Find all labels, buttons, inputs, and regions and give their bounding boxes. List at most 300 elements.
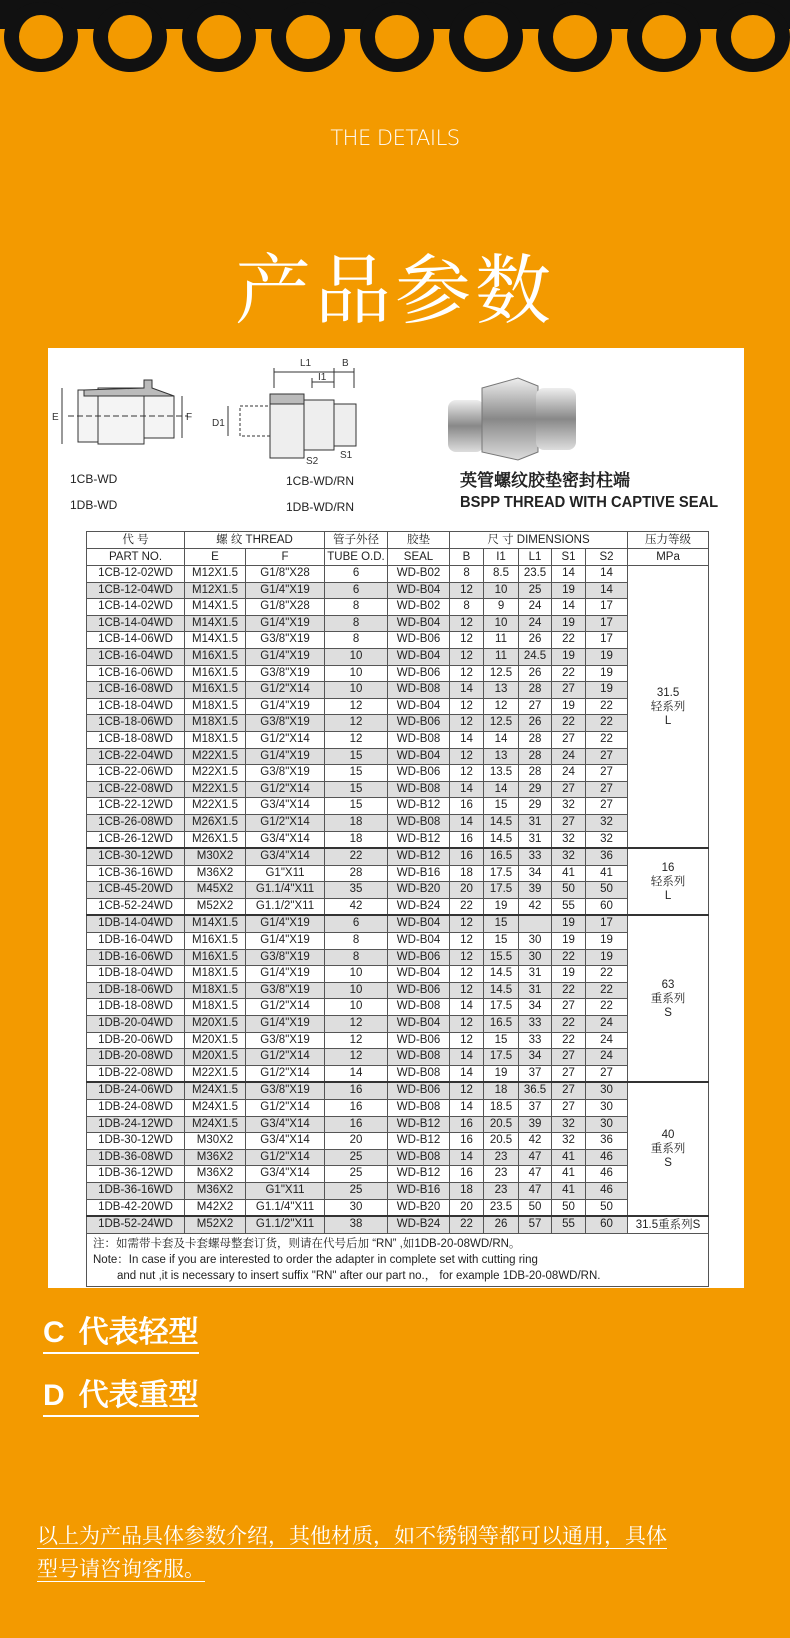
cell-dim-b: 18 — [450, 1182, 484, 1199]
cell-tube-od: 14 — [325, 1065, 388, 1082]
cell-thread-e: M45X2 — [185, 882, 246, 899]
cell-seal: WD-B16 — [388, 865, 450, 882]
table-row — [87, 1032, 709, 1049]
cell-thread-e: M14X1.5 — [185, 915, 246, 932]
cell-thread-f: G3/8"X19 — [246, 949, 325, 966]
cell-dim-s1: 27 — [552, 1100, 586, 1117]
cell-dim-s2: 41 — [586, 865, 628, 882]
cell-seal: WD-B02 — [388, 566, 450, 583]
cell-seal: WD-B06 — [388, 715, 450, 732]
cell-dim-s1: 19 — [552, 915, 586, 932]
cell-dim-i1: 14.5 — [484, 831, 519, 848]
table-row — [87, 1182, 709, 1199]
cell-thread-e: M42X2 — [185, 1199, 246, 1216]
cell-seal: WD-B06 — [388, 982, 450, 999]
table-notes-row — [87, 1233, 709, 1286]
cell-part-no: 1CB-22-06WD — [87, 765, 185, 782]
cell-dim-s1: 19 — [552, 966, 586, 983]
cell-dim-s1: 22 — [552, 982, 586, 999]
cell-dim-b: 12 — [450, 1082, 484, 1099]
cell-dim-s2: 19 — [586, 665, 628, 682]
cell-part-no: 1CB-45-20WD — [87, 882, 185, 899]
cell-dim-i1: 23 — [484, 1149, 519, 1166]
cell-tube-od: 30 — [325, 1199, 388, 1216]
dim-label-d1: D1 — [212, 418, 225, 429]
cell-dim-s2: 30 — [586, 1100, 628, 1117]
scallop-hole — [642, 15, 686, 59]
cell-part-no: 1CB-16-08WD — [87, 682, 185, 699]
cell-dim-b: 14 — [450, 814, 484, 831]
cell-thread-e: M16X1.5 — [185, 682, 246, 699]
cell-part-no: 1DB-16-06WD — [87, 949, 185, 966]
cell-tube-od: 8 — [325, 599, 388, 616]
cell-dim-s2: 27 — [586, 798, 628, 815]
cell-thread-f: G3/4"X14 — [246, 1166, 325, 1183]
dim-label-i1: I1 — [318, 372, 327, 383]
cell-dim-b: 16 — [450, 1166, 484, 1183]
table-row — [87, 582, 709, 599]
table-row — [87, 715, 709, 732]
cell-dim-s2: 27 — [586, 765, 628, 782]
cell-tube-od: 20 — [325, 1133, 388, 1150]
cell-part-no: 1DB-22-08WD — [87, 1065, 185, 1082]
cell-dim-l1: 28 — [519, 682, 552, 699]
cell-dim-b: 14 — [450, 781, 484, 798]
cell-tube-od: 25 — [325, 1166, 388, 1183]
header-e: E — [185, 549, 246, 566]
cell-part-no: 1DB-20-08WD — [87, 1049, 185, 1066]
cell-dim-i1: 15 — [484, 915, 519, 932]
table-row — [87, 615, 709, 632]
cell-dim-s1: 32 — [552, 1116, 586, 1133]
cell-seal: WD-B04 — [388, 582, 450, 599]
table-row — [87, 999, 709, 1016]
cell-thread-f: G3/4"X14 — [246, 798, 325, 815]
cell-dim-l1: 26 — [519, 715, 552, 732]
cell-thread-e: M24X1.5 — [185, 1100, 246, 1117]
cell-seal: WD-B06 — [388, 1082, 450, 1099]
cell-dim-s1: 27 — [552, 1082, 586, 1099]
cell-dim-s1: 27 — [552, 781, 586, 798]
cell-thread-f: G1/2"X14 — [246, 1100, 325, 1117]
table-row — [87, 831, 709, 848]
cell-dim-s1: 24 — [552, 765, 586, 782]
table-row — [87, 748, 709, 765]
cell-seal: WD-B04 — [388, 966, 450, 983]
pressure-line: 重系列 — [650, 992, 686, 1005]
cell-part-no: 1CB-18-08WD — [87, 731, 185, 748]
cell-dim-s2: 60 — [586, 898, 628, 915]
footer-line-2: 型号请咨询客服。 — [37, 1558, 205, 1581]
cell-seal: WD-B08 — [388, 1049, 450, 1066]
cell-thread-e: M18X1.5 — [185, 999, 246, 1016]
cell-dim-i1: 14 — [484, 781, 519, 798]
cell-dim-s2: 14 — [586, 582, 628, 599]
cell-dim-i1: 18 — [484, 1082, 519, 1099]
cell-dim-s2: 46 — [586, 1182, 628, 1199]
cell-dim-i1: 12 — [484, 698, 519, 715]
cell-tube-od: 12 — [325, 698, 388, 715]
pressure-line: S — [664, 1157, 672, 1170]
cell-thread-e: M20X1.5 — [185, 1049, 246, 1066]
cell-pressure-rating — [628, 566, 709, 849]
dim-label-b: B — [342, 358, 349, 369]
cell-dim-s2: 36 — [586, 1133, 628, 1150]
cell-dim-b: 14 — [450, 999, 484, 1016]
cell-thread-f: G3/8"X19 — [246, 632, 325, 649]
header-b: B — [450, 549, 484, 566]
cell-dim-s2: 24 — [586, 1049, 628, 1066]
cell-dim-l1: 47 — [519, 1149, 552, 1166]
pressure-line: L — [664, 714, 672, 727]
cell-thread-f: G1/8"X28 — [246, 599, 325, 616]
cell-dim-s2: 14 — [586, 566, 628, 583]
cell-dim-b: 18 — [450, 865, 484, 882]
scallop-hole — [197, 15, 241, 59]
scalloped-banner — [0, 0, 790, 80]
cell-dim-s2: 22 — [586, 966, 628, 983]
cell-part-no: 1CB-14-06WD — [87, 632, 185, 649]
cell-seal: WD-B04 — [388, 615, 450, 632]
cell-dim-l1: 28 — [519, 731, 552, 748]
cell-seal: WD-B08 — [388, 814, 450, 831]
cell-thread-e: M26X1.5 — [185, 814, 246, 831]
cell-dim-i1: 14.5 — [484, 814, 519, 831]
cell-seal: WD-B16 — [388, 1182, 450, 1199]
cell-dim-s1: 19 — [552, 582, 586, 599]
cell-thread-e: M30X2 — [185, 1133, 246, 1150]
header-f: F — [246, 549, 325, 566]
scallop-hole — [19, 15, 63, 59]
pressure-line: S — [664, 1006, 672, 1019]
cell-thread-f: G1/2"X14 — [246, 781, 325, 798]
cell-dim-l1: 37 — [519, 1065, 552, 1082]
cell-thread-f: G1/2"X14 — [246, 1049, 325, 1066]
cell-dim-s2: 22 — [586, 999, 628, 1016]
cell-dim-s2: 24 — [586, 1032, 628, 1049]
table-row — [87, 814, 709, 831]
pressure-line: 16 — [661, 861, 675, 874]
cell-dim-i1: 14.5 — [484, 966, 519, 983]
cell-tube-od: 10 — [325, 648, 388, 665]
cell-dim-b: 12 — [450, 1016, 484, 1033]
cell-dim-i1: 16.5 — [484, 848, 519, 865]
table-row — [87, 949, 709, 966]
cell-tube-od: 6 — [325, 582, 388, 599]
cell-seal: WD-B06 — [388, 765, 450, 782]
cell-tube-od: 6 — [325, 915, 388, 932]
cell-dim-i1: 15.5 — [484, 949, 519, 966]
cell-dim-i1: 10 — [484, 582, 519, 599]
pressure-line: 40 — [661, 1129, 675, 1142]
cell-dim-s2: 36 — [586, 848, 628, 865]
cell-seal: WD-B20 — [388, 1199, 450, 1216]
cell-thread-e: M22X1.5 — [185, 748, 246, 765]
cell-dim-l1: 34 — [519, 865, 552, 882]
cell-dim-l1: 39 — [519, 1116, 552, 1133]
cell-tube-od: 10 — [325, 682, 388, 699]
cell-seal: WD-B04 — [388, 698, 450, 715]
pressure-line: 轻系列 — [650, 875, 686, 888]
cell-seal: WD-B08 — [388, 731, 450, 748]
cell-dim-s1: 41 — [552, 1182, 586, 1199]
cell-dim-b: 12 — [450, 665, 484, 682]
dim-label-s1: S1 — [340, 450, 353, 461]
product-heading-cn: 英管螺纹胶垫密封柱端 — [460, 471, 630, 490]
cell-thread-e: M36X2 — [185, 865, 246, 882]
cell-dim-b: 16 — [450, 1133, 484, 1150]
cell-dim-i1: 12.5 — [484, 715, 519, 732]
cell-thread-e: M18X1.5 — [185, 715, 246, 732]
pressure-line: 轻系列 — [650, 700, 686, 713]
cell-part-no: 1CB-14-04WD — [87, 615, 185, 632]
cell-seal: WD-B08 — [388, 781, 450, 798]
cell-thread-f: G1/4"X19 — [246, 1016, 325, 1033]
cell-part-no: 1CB-18-04WD — [87, 698, 185, 715]
dim-label-f: F — [186, 412, 193, 423]
cell-dim-l1: 31 — [519, 831, 552, 848]
pressure-line: 重系列 — [650, 1143, 686, 1156]
cell-part-no: 1DB-30-12WD — [87, 1133, 185, 1150]
cell-thread-f: G1.1/2"X11 — [246, 898, 325, 915]
cell-seal: WD-B24 — [388, 1216, 450, 1233]
cell-dim-b: 20 — [450, 1199, 484, 1216]
cell-thread-f: G1/2"X14 — [246, 682, 325, 699]
table-row — [87, 781, 709, 798]
cell-dim-b: 22 — [450, 1216, 484, 1233]
cell-dim-l1: 33 — [519, 1032, 552, 1049]
product-spec-panel — [48, 348, 744, 1288]
cell-dim-b: 12 — [450, 648, 484, 665]
cell-dim-l1: 42 — [519, 898, 552, 915]
cell-tube-od: 22 — [325, 848, 388, 865]
cell-part-no: 1DB-36-16WD — [87, 1182, 185, 1199]
cell-dim-b: 12 — [450, 933, 484, 950]
cell-seal: WD-B06 — [388, 632, 450, 649]
cell-thread-e: M24X1.5 — [185, 1116, 246, 1133]
header-l1: L1 — [519, 549, 552, 566]
cell-thread-f: G1/4"X19 — [246, 966, 325, 983]
fitting-rn-drawing — [212, 358, 356, 467]
cell-dim-l1: 29 — [519, 781, 552, 798]
cell-dim-s1: 22 — [552, 1016, 586, 1033]
cell-dim-s1: 27 — [552, 999, 586, 1016]
cell-seal: WD-B12 — [388, 1133, 450, 1150]
cell-dim-s2: 27 — [586, 748, 628, 765]
cell-thread-f: G1/2"X14 — [246, 999, 325, 1016]
cell-seal: WD-B08 — [388, 999, 450, 1016]
cell-dim-i1: 20.5 — [484, 1133, 519, 1150]
cell-dim-i1: 13.5 — [484, 765, 519, 782]
cell-part-no: 1DB-24-06WD — [87, 1082, 185, 1099]
cell-part-no: 1DB-36-12WD — [87, 1166, 185, 1183]
caption-1cb-wd-rn: 1CB-WD/RN — [286, 474, 354, 488]
cell-dim-i1: 11 — [484, 632, 519, 649]
cell-dim-l1: 26 — [519, 632, 552, 649]
cell-thread-f: G3/8"X19 — [246, 765, 325, 782]
cell-thread-e: M16X1.5 — [185, 933, 246, 950]
cell-dim-s2: 60 — [586, 1216, 628, 1233]
cell-pressure-rating — [628, 1216, 709, 1233]
cell-dim-s1: 27 — [552, 731, 586, 748]
table-row — [87, 1216, 709, 1233]
cell-dim-l1: 30 — [519, 949, 552, 966]
cell-dim-l1: 36.5 — [519, 1082, 552, 1099]
footer-note — [37, 1520, 757, 1586]
cell-thread-e: M52X2 — [185, 1216, 246, 1233]
table-row — [87, 933, 709, 950]
cell-thread-e: M30X2 — [185, 848, 246, 865]
legend-text-c: 代表轻型 — [78, 1316, 199, 1349]
cell-dim-b: 20 — [450, 882, 484, 899]
cell-dim-i1: 23 — [484, 1166, 519, 1183]
cell-dim-s1: 32 — [552, 848, 586, 865]
cell-thread-e: M16X1.5 — [185, 648, 246, 665]
cell-thread-e: M36X2 — [185, 1182, 246, 1199]
cell-thread-e: M14X1.5 — [185, 632, 246, 649]
header-thread: 螺 纹 THREAD — [185, 532, 325, 549]
cell-tube-od: 16 — [325, 1116, 388, 1133]
cell-dim-s1: 41 — [552, 1166, 586, 1183]
table-row — [87, 1149, 709, 1166]
cell-dim-l1 — [519, 915, 552, 932]
cell-dim-l1: 37 — [519, 1100, 552, 1117]
cell-dim-s2: 19 — [586, 933, 628, 950]
scallop-hole — [464, 15, 508, 59]
cell-dim-l1: 27 — [519, 698, 552, 715]
footer-line-1: 以上为产品具体参数介绍，其他材质，如不锈钢等都可以通用，具体 — [37, 1525, 667, 1548]
table-row — [87, 1199, 709, 1216]
note-en-2: and nut ,it is necessary to insert suffix "RN" after our part no.， for example 1DB-20-08WD/RN. — [117, 1269, 601, 1282]
cell-tube-od: 10 — [325, 966, 388, 983]
cell-dim-l1: 34 — [519, 1049, 552, 1066]
cell-tube-od: 8 — [325, 949, 388, 966]
cell-dim-i1: 14.5 — [484, 982, 519, 999]
cell-thread-f: G3/4"X14 — [246, 1116, 325, 1133]
cell-dim-s2: 22 — [586, 731, 628, 748]
cell-thread-f: G3/8"X19 — [246, 982, 325, 999]
cell-dim-s1: 27 — [552, 1049, 586, 1066]
cell-dim-s2: 22 — [586, 715, 628, 732]
cell-dim-i1: 23.5 — [484, 1199, 519, 1216]
scallop-hole — [108, 15, 152, 59]
table-row — [87, 1065, 709, 1082]
cell-tube-od: 25 — [325, 1182, 388, 1199]
cell-part-no: 1DB-18-08WD — [87, 999, 185, 1016]
cell-thread-e: M26X1.5 — [185, 831, 246, 848]
cell-dim-l1: 42 — [519, 1133, 552, 1150]
cell-dim-b: 14 — [450, 1049, 484, 1066]
cell-part-no: 1DB-42-20WD — [87, 1199, 185, 1216]
table-row — [87, 1133, 709, 1150]
cell-dim-s1: 22 — [552, 632, 586, 649]
cell-dim-b: 16 — [450, 1116, 484, 1133]
header-tube-od: TUBE O.D. — [325, 549, 388, 566]
table-row — [87, 665, 709, 682]
cell-tube-od: 12 — [325, 1016, 388, 1033]
cell-tube-od: 15 — [325, 748, 388, 765]
cell-part-no: 1CB-16-04WD — [87, 648, 185, 665]
cell-part-no: 1DB-52-24WD — [87, 1216, 185, 1233]
cell-dim-b: 14 — [450, 731, 484, 748]
cell-thread-f: G1/4"X19 — [246, 748, 325, 765]
cell-dim-b: 14 — [450, 682, 484, 699]
cell-dim-s2: 17 — [586, 615, 628, 632]
cell-tube-od: 12 — [325, 1049, 388, 1066]
cell-dim-i1: 13 — [484, 682, 519, 699]
table-row — [87, 599, 709, 616]
cell-thread-f: G1/2"X14 — [246, 1065, 325, 1082]
cell-thread-f: G3/4"X14 — [246, 831, 325, 848]
cell-dim-b: 12 — [450, 765, 484, 782]
header-mpa: MPa — [628, 549, 709, 566]
scallop-hole — [731, 15, 775, 59]
cell-part-no: 1CB-16-06WD — [87, 665, 185, 682]
cell-dim-b: 14 — [450, 1149, 484, 1166]
cell-part-no: 1DB-24-08WD — [87, 1100, 185, 1117]
fitting-photo — [448, 378, 576, 460]
cell-seal: WD-B06 — [388, 1032, 450, 1049]
cell-dim-s1: 55 — [552, 1216, 586, 1233]
cell-dim-s2: 24 — [586, 1016, 628, 1033]
cell-tube-od: 12 — [325, 715, 388, 732]
cell-tube-od: 18 — [325, 831, 388, 848]
cell-dim-l1: 24 — [519, 615, 552, 632]
header-dimensions: 尺 寸 DIMENSIONS — [450, 532, 628, 549]
cell-dim-s2: 27 — [586, 781, 628, 798]
fitting-section-drawing-left — [52, 380, 192, 444]
cell-part-no: 1CB-14-02WD — [87, 599, 185, 616]
table-header-row — [87, 532, 709, 549]
cell-dim-s1: 19 — [552, 698, 586, 715]
cell-dim-s1: 19 — [552, 648, 586, 665]
cell-thread-f: G3/4"X14 — [246, 848, 325, 865]
cell-seal: WD-B08 — [388, 1149, 450, 1166]
table-row — [87, 765, 709, 782]
cell-tube-od: 15 — [325, 798, 388, 815]
cell-thread-f: G3/8"X19 — [246, 1032, 325, 1049]
cell-dim-i1: 13 — [484, 748, 519, 765]
table-subheader-row — [87, 549, 709, 566]
cell-thread-f: G1/4"X19 — [246, 615, 325, 632]
scallop-hole — [286, 15, 330, 59]
cell-tube-od: 28 — [325, 865, 388, 882]
cell-thread-f: G1/2"X14 — [246, 1149, 325, 1166]
scallop-hole — [375, 15, 419, 59]
cell-dim-s2: 50 — [586, 882, 628, 899]
cell-seal: WD-B20 — [388, 882, 450, 899]
cell-thread-e: M18X1.5 — [185, 966, 246, 983]
cell-tube-od: 10 — [325, 665, 388, 682]
scallop-hole — [553, 15, 597, 59]
cell-dim-s2: 22 — [586, 698, 628, 715]
table-row — [87, 1166, 709, 1183]
cell-dim-l1: 30 — [519, 933, 552, 950]
cell-dim-s1: 32 — [552, 831, 586, 848]
cell-dim-s2: 32 — [586, 814, 628, 831]
cell-dim-i1: 12.5 — [484, 665, 519, 682]
cell-dim-i1: 8.5 — [484, 566, 519, 583]
spec-table — [86, 531, 709, 1287]
cell-dim-s1: 50 — [552, 1199, 586, 1216]
cell-seal: WD-B04 — [388, 933, 450, 950]
cell-part-no: 1CB-52-24WD — [87, 898, 185, 915]
cell-seal: WD-B04 — [388, 915, 450, 932]
cell-dim-i1: 20.5 — [484, 1116, 519, 1133]
cell-seal: WD-B04 — [388, 748, 450, 765]
note-en-1: Note：In case if you are interested to order the adapter in complete set with cutting ring — [93, 1253, 538, 1266]
cell-dim-i1: 9 — [484, 599, 519, 616]
